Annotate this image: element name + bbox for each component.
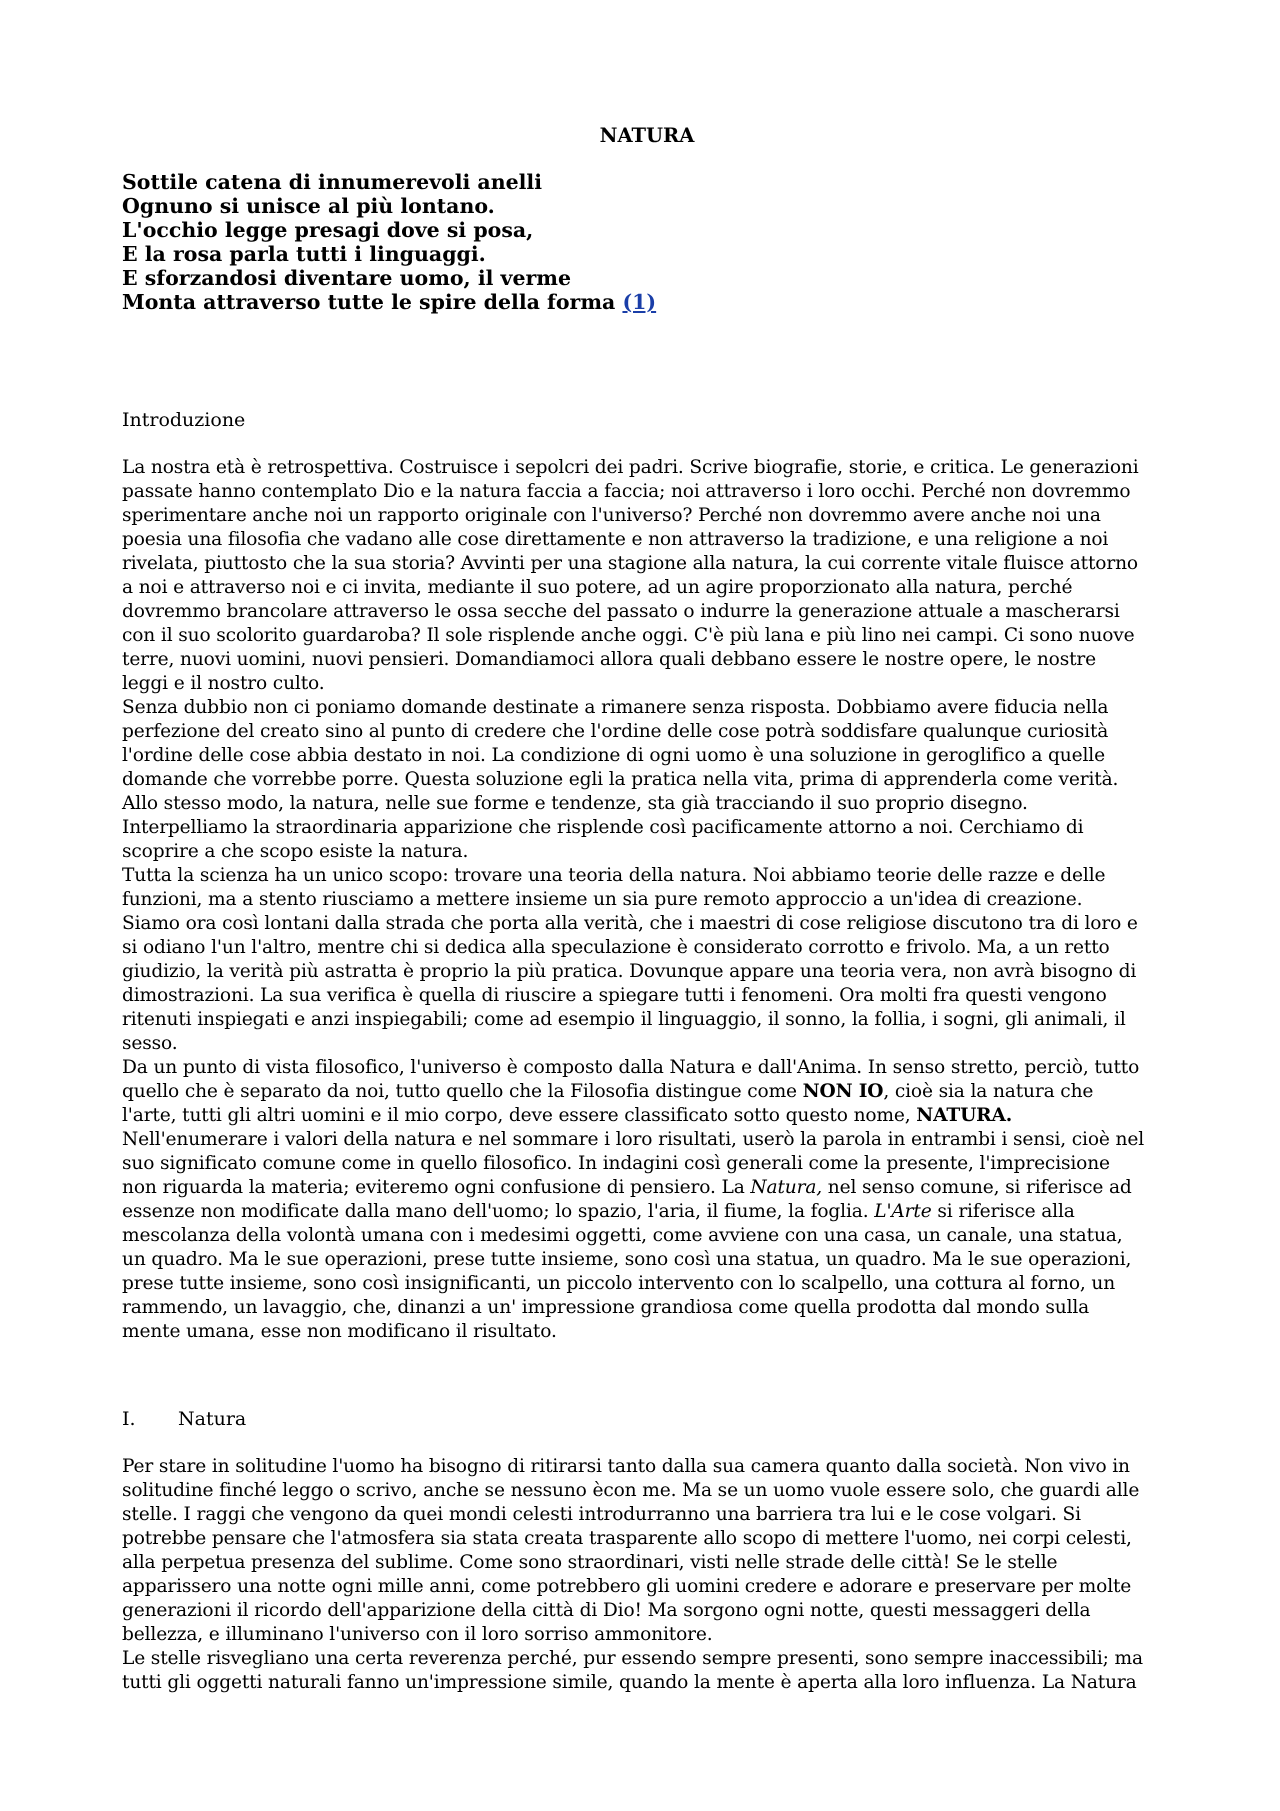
text-line: generazioni il ricordo dell'apparizione della città di Dio! Ma sorgono ogni notte, questi messaggeri della bbox=[122, 1600, 1091, 1621]
poem-line: E sforzandosi diventare uomo, il verme bbox=[122, 266, 572, 290]
text-line: apparissero una notte ogni mille anni, come potrebbero gli uomini credere e adorare e preservare per molte bbox=[122, 1576, 1132, 1597]
text-line: funzioni, ma a stento riusciamo a mettere insieme un sia pure remoto approccio a un'idea di creazione. bbox=[122, 889, 1083, 910]
text-line: Siamo ora così lontani dalla strada che porta alla verità, che i maestri di cose religiose discutono tra di loro e bbox=[122, 913, 1138, 934]
text-line: potrebbe pensare che l'atmosfera sia stata creata trasparente allo scopo di mettere l'uomo, nei corpi celesti, bbox=[122, 1528, 1132, 1549]
text-line: sperimentare anche noi un rapporto originale con l'universo? Perché non dovremmo avere anche noi una bbox=[122, 505, 1101, 526]
text-line: rivelata, piuttosto che la sua storia? Avvinti per una stagione alla natura, la cui corrente vitale fluisce attorno bbox=[122, 553, 1138, 574]
chapter-body bbox=[122, 1455, 1172, 1695]
text-line: perfezione del creato sino al punto di credere che l'ordine delle cose potrà soddisfare qualunque curiosità bbox=[122, 721, 1109, 742]
text-line: suo significato comune come in quello filosofico. In indagini così generali come la presente, l'imprecisione bbox=[122, 1153, 1110, 1174]
text-line: dimostrazioni. La sua verifica è quella di riuscire a spiegare tutti i fenomeni. Ora molti fra questi vengono bbox=[122, 985, 1107, 1006]
footnote-link[interactable]: (1) bbox=[622, 290, 657, 314]
text-line bbox=[122, 1200, 1172, 1224]
poem-line-text: Monta attraverso tutte le spire della forma bbox=[122, 290, 616, 314]
text-segment: essenze non modificate dalla mano dell'uomo; lo spazio, l'aria, il fiume, la foglia. bbox=[122, 1201, 875, 1222]
text-line: ritenuti inspiegati e anzi inspiegabili; come ad esempio il linguaggio, il sonno, la follia, i sogni, gli animali, il bbox=[122, 1009, 1126, 1030]
text-segment: non riguarda la materia; eviteremo ogni confusione di pensiero. bbox=[122, 1177, 716, 1198]
text-line: scoprire a che scopo esiste la natura. bbox=[122, 841, 469, 862]
poem-line: Sottile catena di innumerevoli anelli bbox=[122, 170, 542, 194]
text-segment: , cioè sia la natura che bbox=[883, 1081, 1094, 1102]
text-line: mente umana, esse non modificano il risultato. bbox=[122, 1321, 557, 1342]
text-line: bellezza, e illuminano l'universo con il loro sorriso ammonitore. bbox=[122, 1624, 713, 1645]
text-segment: l'arte, tutti gli altri uomini e il mio corpo, deve essere classificato sotto questo nome, bbox=[122, 1105, 917, 1126]
text-line: prese tutte insieme, sono così insignificanti, un piccolo intervento con lo scalpello, una cottura al forno, un bbox=[122, 1273, 1116, 1294]
text-line: La nostra età è retrospettiva. Costruisce i sepolcri dei padri. Scrive biografie, storie, e critica. Le generazioni bbox=[122, 457, 1139, 478]
text-line: domande che vorrebbe porre. Questa soluzione egli la pratica nella vita, prima di apprenderla come verità. bbox=[122, 769, 1119, 790]
text-line: passate hanno contemplato Dio e la natura faccia a faccia; noi attraverso i loro occhi. Perché non dovremmo bbox=[122, 481, 1131, 502]
text-line: con il suo scolorito guardaroba? Il sole risplende anche oggi. C'è più lana e più lino nei campi. Ci sono nuove bbox=[122, 625, 1135, 646]
text-line: un quadro. Ma le sue operazioni, prese tutte insieme, sono così una statua, un quadro. Ma le sue operazioni, bbox=[122, 1249, 1132, 1270]
bold-term-natura: NATURA. bbox=[916, 1105, 1013, 1126]
text-line: Da un punto di vista filosofico, l'universo è composto dalla Natura e dall'Anima. In senso stretto, perciò, tutto bbox=[122, 1057, 1140, 1078]
section-heading-introduzione: Introduzione bbox=[122, 409, 246, 431]
text-line: leggi e il nostro culto. bbox=[122, 673, 325, 694]
text-line: solitudine finché leggo o scrivo, anche se nessuno ècon me. Ma se un uomo vuole essere solo, che guardi alle bbox=[122, 1480, 1140, 1501]
text-line: Senza dubbio non ci poniamo domande destinate a rimanere senza risposta. Dobbiamo avere fiducia nella bbox=[122, 697, 1109, 718]
text-line: Per stare in solitudine l'uomo ha bisogno di ritirarsi tanto dalla sua camera quanto dalla società. Non vivo in bbox=[122, 1456, 1130, 1477]
introduction-body bbox=[122, 456, 1172, 1344]
text-line: a noi e attraverso noi e ci invita, mediante il suo potere, ad un agire proporzionato alla natura, perché bbox=[122, 577, 1073, 598]
section-heading-natura bbox=[122, 1407, 246, 1431]
document-title: NATURA bbox=[599, 124, 695, 147]
text-segment: quello che è separato da noi, tutto quello che la Filosofia distingue come bbox=[122, 1081, 803, 1102]
text-line bbox=[122, 1104, 1172, 1128]
italic-term-arte: L'Arte bbox=[874, 1201, 932, 1222]
text-line: l'ordine delle cose abbia destato in noi. La condizione di ogni uomo è una soluzione in geroglifico a quelle bbox=[122, 745, 1105, 766]
text-line: Le stelle risvegliano una certa reverenza perché, pur essendo sempre presenti, sono sempre inaccessibili; ma bbox=[122, 1648, 1143, 1669]
text-line: mescolanza della volontà umana con i medesimi oggetti, come avviene con una casa, un canale, una statua, bbox=[122, 1225, 1123, 1246]
text-line: giudizio, la verità più astratta è proprio la più pratica. Dovunque appare una teoria vera, non avrà bisogno di bbox=[122, 961, 1137, 982]
poem-line: L'occhio legge presagi dove si posa, bbox=[122, 218, 534, 242]
poem-line: Ognuno si unisce al più lontano. bbox=[122, 194, 495, 218]
text-line: si odiano l'un l'altro, mentre chi si dedica alla speculazione è considerato corrotto e frivolo. Ma, a un retto bbox=[122, 937, 1110, 958]
text-segment: La bbox=[715, 1177, 751, 1198]
text-line bbox=[122, 1176, 1172, 1200]
text-line: tutti gli oggetti naturali fanno un'impressione simile, quando la mente è aperta alla loro influenza. La Natura bbox=[122, 1672, 1137, 1693]
text-line: Allo stesso modo, la natura, nelle sue forme e tendenze, sta già tracciando il suo proprio disegno. bbox=[122, 793, 1028, 814]
text-segment: si riferisce alla bbox=[931, 1201, 1075, 1222]
text-line: sesso. bbox=[122, 1033, 178, 1054]
text-line: stelle. I raggi che vengono da quei mondi celesti introdurranno una barriera tra lui e le cose volgari. Si bbox=[122, 1504, 1081, 1525]
text-line: Interpelliamo la straordinaria apparizione che risplende così pacificamente attorno a noi. Cerchiamo di bbox=[122, 817, 1084, 838]
poem-line-last bbox=[122, 290, 656, 314]
text-line: Nell'enumerare i valori della natura e nel sommare i loro risultati, userò la parola in entrambi i sensi, cioè nel bbox=[122, 1129, 1144, 1150]
text-line: alla perpetua presenza del sublime. Come sono straordinari, visti nelle strade delle città! Se le stelle bbox=[122, 1552, 1058, 1573]
chapter-title: Natura bbox=[178, 1408, 247, 1430]
text-line: dovremmo brancolare attraverso le ossa secche del passato o indurre la generazione attuale a mascherarsi bbox=[122, 601, 1120, 622]
text-line: rammendo, un lavaggio, che, dinanzi a un' impressione grandiosa come quella prodotta dal mondo sulla bbox=[122, 1297, 1090, 1318]
text-segment: nel senso comune, si riferisce ad bbox=[822, 1177, 1132, 1198]
text-line: poesia una filosofia che vadano alle cose direttamente e non attraverso la tradizione, e una religione a noi bbox=[122, 529, 1109, 550]
poem-line: E la rosa parla tutti i linguaggi. bbox=[122, 242, 486, 266]
text-line: terre, nuovi uomini, nuovi pensieri. Domandiamoci allora quali debbano essere le nostre opere, le nostre bbox=[122, 649, 1097, 670]
italic-term-natura: Natura, bbox=[750, 1177, 823, 1198]
text-line: Tutta la scienza ha un unico scopo: trovare una teoria della natura. Noi abbiamo teorie delle razze e delle bbox=[122, 865, 1106, 886]
text-line bbox=[122, 1080, 1172, 1104]
bold-term-non-io: NON IO bbox=[802, 1081, 884, 1102]
epigraph-poem bbox=[122, 170, 656, 314]
chapter-number: I. bbox=[122, 1408, 136, 1430]
